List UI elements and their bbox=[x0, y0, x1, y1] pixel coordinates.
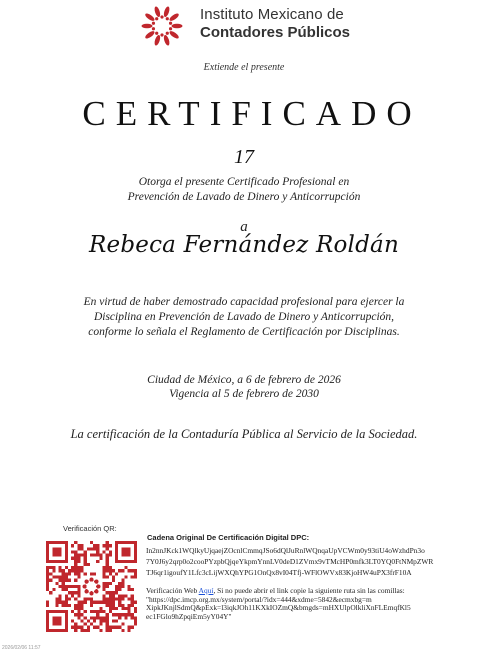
imcp-logo-icon bbox=[138, 2, 186, 50]
logo-title-line1: Instituto Mexicano de bbox=[200, 6, 344, 23]
issue-info bbox=[0, 373, 488, 401]
recipient-name: Rebeca Fernández Roldán bbox=[89, 232, 399, 258]
digital-chain-title: Cadena Original De Certificación Digital DPC: bbox=[147, 533, 310, 542]
merit-line-2: Disciplina en Prevención de Lavado de Dinero y Anticorrupción, bbox=[93, 311, 395, 323]
qr-label: Verificación QR: bbox=[63, 524, 117, 533]
digital-chain-text bbox=[146, 545, 466, 578]
web-verification bbox=[146, 587, 466, 621]
grant-statement bbox=[0, 175, 488, 205]
web-verification-instructions: , Si no puede abrir el link copie la siguiente ruta sin las comillas: bbox=[213, 586, 405, 595]
verification-url-line: "https://dpc.imcp.org.mx/system/portal/?idx=444&xdme=5842&ecmxbg=m bbox=[146, 594, 372, 604]
institution-motto: La certificación de la Contaduría Pública al Servicio de la Sociedad. bbox=[70, 427, 418, 441]
to-word: a bbox=[240, 219, 248, 235]
intro-text: Extiende el presente bbox=[203, 62, 285, 73]
merit-line-3: conforme lo señala el Reglamento de Certificación por Disciplinas. bbox=[88, 326, 400, 338]
digital-chain-line: TJ6qr1igoufY1Lfc3cLijWXQhYPG1OnQx8vI04Tfj-WFlOWVx83KjoHW4uPX3frF10A bbox=[146, 568, 412, 577]
grant-line-2: Prevención de Lavado de Dinero y Anticorrupción bbox=[127, 191, 361, 203]
verification-url-line: XipkJKnjlSdmQ&pExk=l3iqkJOh11KXkIOZmQ&bmgds=mHXUlpOlkliXnFLEmqfKl5 bbox=[146, 603, 411, 613]
grant-line-1: Otorga el presente Certificado Profesional en bbox=[138, 176, 350, 188]
web-verification-label: Verificación Web bbox=[146, 586, 198, 595]
merit-statement bbox=[40, 295, 448, 340]
merit-line-1: En virtud de haber demostrado capacidad profesional para ejercer la bbox=[83, 296, 405, 308]
verification-link[interactable]: Aquí bbox=[198, 586, 214, 595]
issue-place-date: Ciudad de México, a 6 de febrero de 2026 bbox=[147, 374, 341, 386]
footer-timestamp: 2026/02/06 11:57 bbox=[2, 645, 41, 651]
verification-url-line: ec1FGlo9hZpqiEm5yY04Y" bbox=[146, 611, 232, 621]
validity-date: Vigencia al 5 de febrero de 2030 bbox=[169, 388, 319, 400]
certificate-number: 17 bbox=[234, 146, 254, 168]
digital-chain-line: 7Y0J6y2qrp0o2cooPYzpbQjqeYkpmYnnLV0deD1ZVmx9vTMcHP0mfk3LT0YQ0FtNMpZWR bbox=[146, 557, 434, 566]
digital-chain-line: In2nnJKck1WQlkyUjqaejZOcnlCmmqJSo6dQlJuRnlWQnqaUpVCWm0y93tiU4oWzhdPn3o bbox=[146, 546, 425, 555]
certificate-title: CERTIFICADO bbox=[82, 94, 422, 133]
verification-qr-code[interactable] bbox=[46, 541, 137, 632]
logo-title-line2: Contadores Públicos bbox=[200, 24, 351, 41]
